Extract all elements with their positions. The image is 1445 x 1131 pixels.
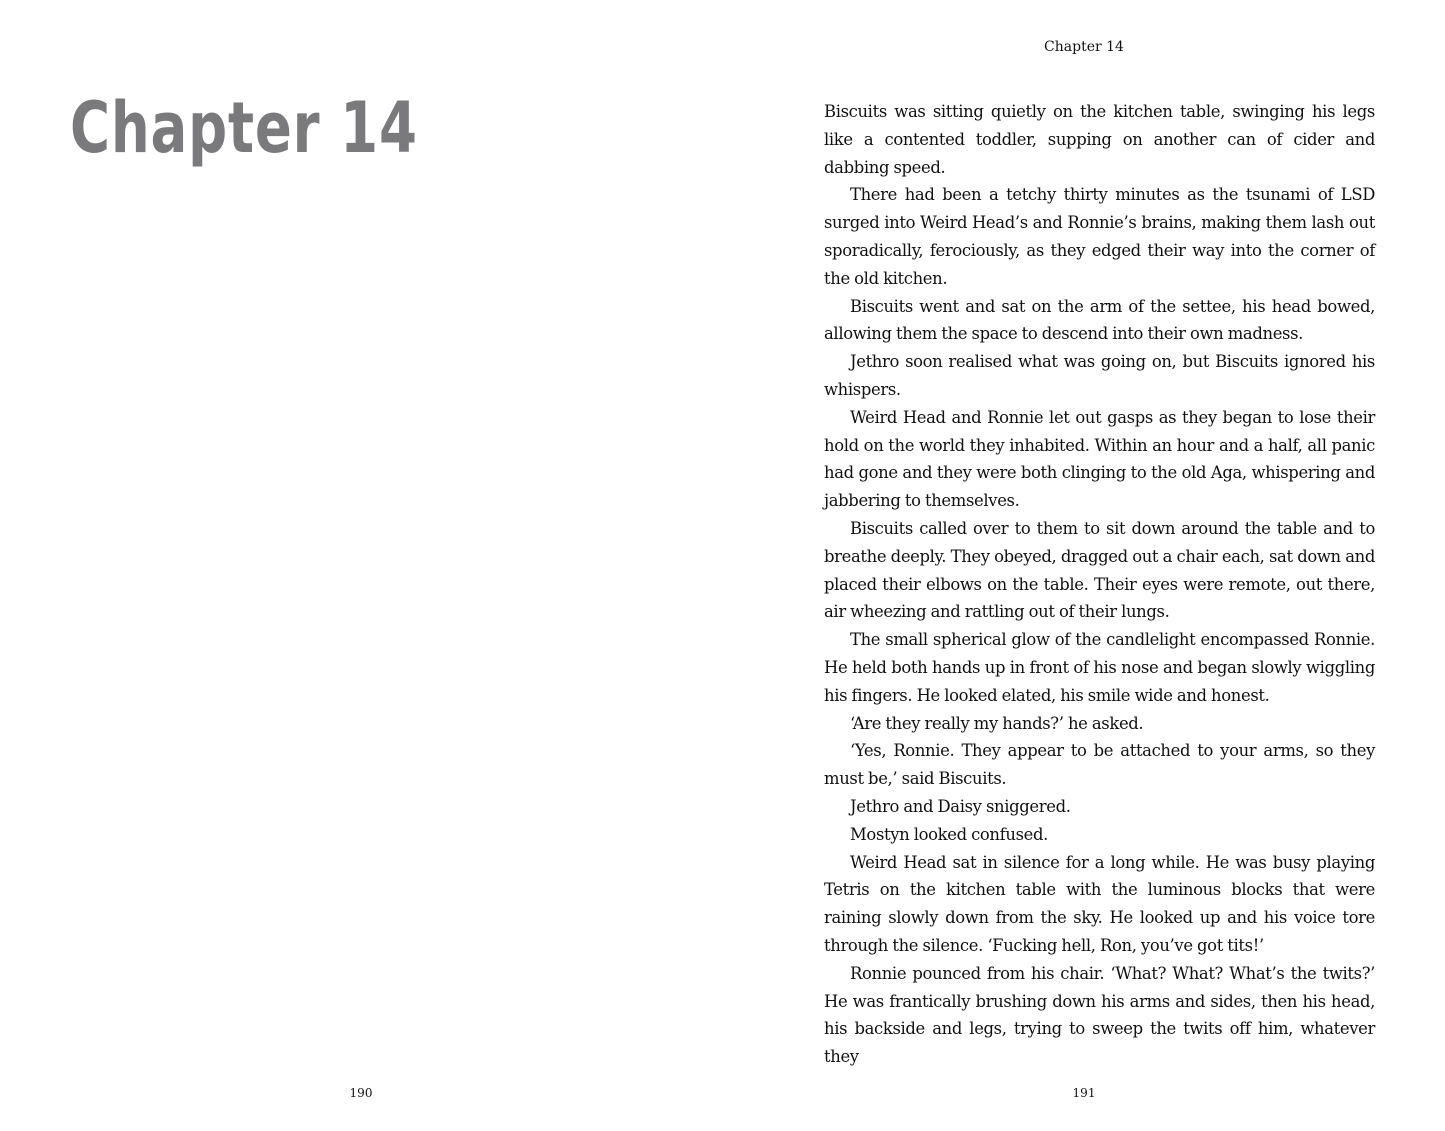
paragraph: Jethro and Daisy sniggered. bbox=[850, 796, 1071, 816]
paragraph: Mostyn looked confused. bbox=[850, 824, 1048, 844]
right-page bbox=[723, 0, 1445, 1131]
paragraph: Biscuits called over to them to sit down around the table and to breathe deeply. They obeyed, dragged out a chair each, sat down and placed their elbows on the table. Their eyes were remote, out there, air wheezing and rattling out of their lungs. bbox=[824, 518, 1375, 622]
page-number-right: 191 bbox=[1072, 1086, 1096, 1100]
paragraph: Biscuits went and sat on the arm of the settee, his head bowed, allowing them the space to descend into their own madness. bbox=[824, 296, 1375, 344]
paragraph: There had been a tetchy thirty minutes as the tsunami of LSD surged into Weird Head’s and Ronnie’s brains, making them lash out sporadically, ferociously, as they edged their way into the corner of the old kitchen. bbox=[824, 185, 1375, 288]
paragraph: The small spherical glow of the candlelight encompassed Ronnie. He held both hands up in front of his nose and began slowly wiggling his fingers. He looked elated, his smile wide and honest. bbox=[824, 630, 1375, 705]
body-text bbox=[824, 98, 1375, 1071]
chapter-title: Chapter 14 bbox=[70, 87, 418, 169]
paragraph: ‘Yes, Ronnie. They appear to be attached to your arms, so they must be,’ said Biscuits. bbox=[824, 741, 1375, 789]
paragraph: Jethro soon realised what was going on, but Biscuits ignored his whispers. bbox=[824, 352, 1375, 399]
paragraph: Biscuits was sitting quietly on the kitchen table, swinging his legs like a contented toddler, supping on another can of cider and dabbing speed. bbox=[824, 102, 1375, 177]
paragraph: Weird Head and Ronnie let out gasps as they began to lose their hold on the world they inhabited. Within an hour and a half, all panic had gone and they were both clinging to the old Aga, whispering and jabbering to themselves. bbox=[824, 407, 1375, 511]
paragraph: Weird Head sat in silence for a long while. He was busy playing Tetris on the kitchen table with the luminous blocks that were raining slowly down from the sky. He looked up and his voice tore through the silence. ‘Fucking hell, Ron, you’ve got tits!’ bbox=[824, 852, 1375, 955]
paragraph: Ronnie pounced from his chair. ‘What? What? What’s the twits?’ He was frantically brushing down his arms and sides, then his head, his backside and legs, trying to sweep the twits off him, whatever they bbox=[824, 963, 1375, 1067]
page-number-left: 190 bbox=[349, 1086, 373, 1100]
running-head: Chapter 14 bbox=[1044, 39, 1124, 55]
paragraph: ‘Are they really my hands?’ he asked. bbox=[850, 713, 1144, 733]
left-page bbox=[0, 0, 722, 1131]
